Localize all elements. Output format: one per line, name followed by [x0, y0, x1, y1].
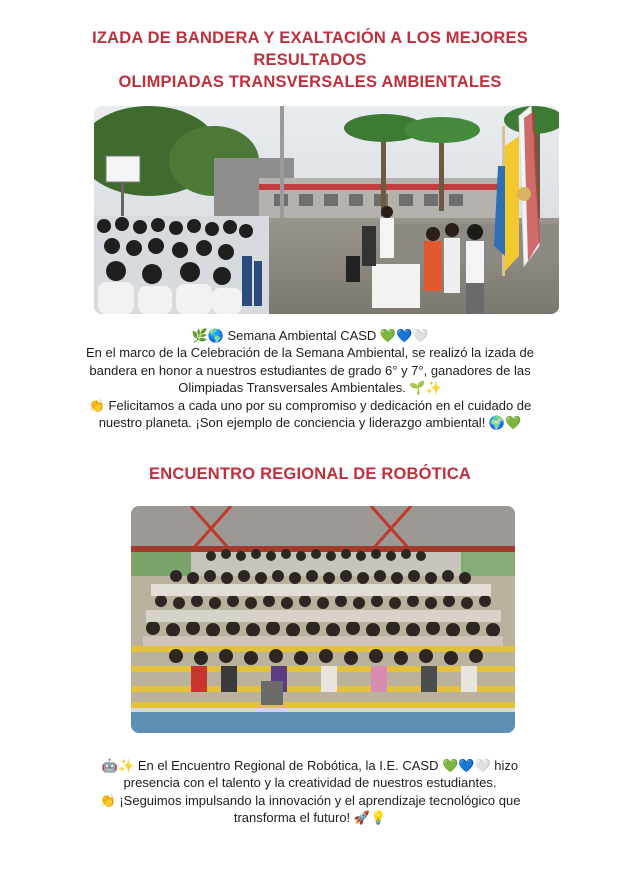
text-line: En el marco de la Celebración de la Semana Ambiental, se realizó la izada de — [85, 345, 535, 361]
title-line: RESULTADOS — [253, 51, 367, 69]
robotics-group-photo — [131, 506, 515, 733]
text-line: 🤖✨ En el Encuentro Regional de Robótica, la I.E. CASD 💚💙🤍 hizo — [101, 758, 519, 773]
text-line: presencia con el talento y la creatividad de nuestros estudiantes. — [123, 775, 497, 791]
title-line: ENCUENTRO REGIONAL DE ROBÓTICA — [149, 465, 471, 483]
text-line: 👏 ¡Seguimos impulsando la innovación y el aprendizaje tecnológico que — [99, 792, 521, 808]
text-line: 🌿🌎 Semana Ambiental CASD 💚💙🤍 — [191, 328, 429, 343]
robotics-description — [40, 757, 580, 827]
text-line: nuestro planeta. ¡Son ejemplo de conciencia y liderazgo ambiental! 🌍💚 — [98, 415, 522, 431]
flag-ceremony-description — [40, 327, 580, 431]
title-line: OLIMPIADAS TRANSVERSALES AMBIENTALES — [118, 73, 502, 91]
text-line: Olimpiadas Transversales Ambientales. 🌱✨ — [178, 380, 442, 396]
title-line: IZADA DE BANDERA Y EXALTACIÓN A LOS MEJORES — [92, 29, 528, 47]
section-title-flag-ceremony — [0, 27, 620, 93]
text-line: 👏 Felicitamos a cada uno por su compromiso y dedicación en el cuidado de — [88, 397, 532, 413]
flag-ceremony-photo — [94, 106, 559, 314]
text-line: bandera en honor a nuestros estudiantes de grado 6° y 7°, ganadores de las — [89, 362, 531, 378]
section-title-robotics — [0, 463, 620, 485]
text-line: transforma el futuro! 🚀💡 — [233, 810, 387, 826]
